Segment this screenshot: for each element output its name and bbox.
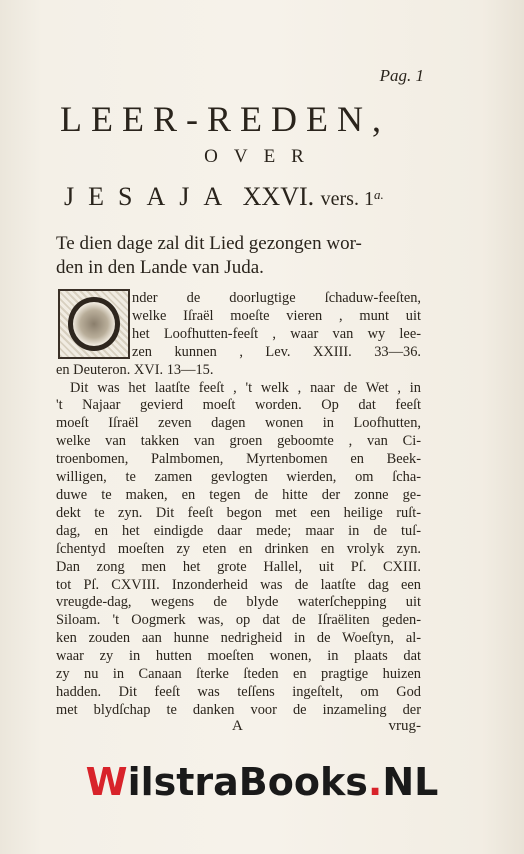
text-line: welke van takken van groen geboomte , van Ci- <box>56 433 421 450</box>
verse-line: Te dien dage zal dit Lied gezongen wor- <box>56 233 362 254</box>
text-line: waar zy in hutten moeſten wonen, in plaats dat <box>56 648 421 665</box>
page-title: LEER-REDEN, <box>60 99 390 139</box>
text-line: tot Pſ. CXVIII. Inzonderheid was de laatſte dag een <box>56 576 421 593</box>
text-line: moeſt Iſraël zeven dagen wonen in Loofhutten, <box>56 415 421 432</box>
text-line: Dit was het laatſte feeſt , 't welk , naar de Wet , in <box>70 379 421 396</box>
watermark-name: ilstraBooks <box>127 760 368 804</box>
scripture-reference <box>64 182 424 212</box>
text-line: het Loofhutten-feeſt , waar van wy lee- <box>132 325 421 342</box>
watermark-w: W <box>85 760 128 804</box>
text-line: zen kunnen , Lev. XXIII. 33—36. <box>132 343 421 360</box>
verse-text <box>56 232 416 280</box>
watermark <box>0 760 524 804</box>
text-line: troenbomen, Palmbomen, Myrtenbomen en Beek- <box>56 451 421 468</box>
book-name: JESAJA <box>64 182 237 211</box>
signature-mark: A <box>232 718 243 734</box>
verse-line: den in den Lande van Juda. <box>56 257 264 278</box>
text-line: met blydſchap te danken voor de inzameling der <box>56 701 421 718</box>
text-line: en Deuteron. XVI. 13—15. <box>56 361 214 378</box>
text-line: hadden. Dit feeſt was teſſens ingeſtelt, om God <box>56 683 421 700</box>
verse-sup: a. <box>373 187 384 202</box>
text-line: ken zouden aan hunne nedrigheid in de Woeſtyn, al- <box>56 630 421 647</box>
text-line: nder de doorlugtige ſchaduw-feeſten, <box>132 290 421 306</box>
text-line: Dan zong men het grote Hallel, uit Pſ. CXIII. <box>56 558 421 575</box>
watermark-dot: . <box>367 760 383 804</box>
text-line: dag, en het eindigde daar mede; maar in de tuſ- <box>56 522 421 539</box>
verse-ref: vers. 1 <box>320 188 374 210</box>
text-line: ſchentyd moeſten zy eten en drinken en vrolyk zyn. <box>56 540 421 557</box>
text-line: welke Iſraël moeſte vieren , munt uit <box>132 307 421 324</box>
catchword: vrug- <box>388 718 421 734</box>
watermark-tld: NL <box>382 760 439 804</box>
chapter: XXVI. <box>242 182 315 211</box>
text-line: zy nu in Canaan ſterke ſteden en pragtige huizen <box>56 666 421 683</box>
page-number: Pag. 1 <box>379 66 424 85</box>
body-text <box>56 290 421 720</box>
text-line: duwe te maken, en tegen de hitte der zonne ge- <box>56 486 421 503</box>
text-line: willigen, te zamen gevlogten wierden, om ſcha- <box>56 469 421 486</box>
text-line: vreugde-dag, wegens de blyde waterſchepping uit <box>56 594 421 611</box>
title-over: OVER <box>204 146 320 167</box>
text-line: 't Najaar gevierd moeſt worden. Op dat feeſt <box>56 397 421 414</box>
text-line: Siloam. 't Oogmerk was, op dat de Iſraëliten geden- <box>56 612 421 629</box>
text-line: dekt te zyn. Dit feeſt begon met een heilige ruſt- <box>56 504 421 521</box>
